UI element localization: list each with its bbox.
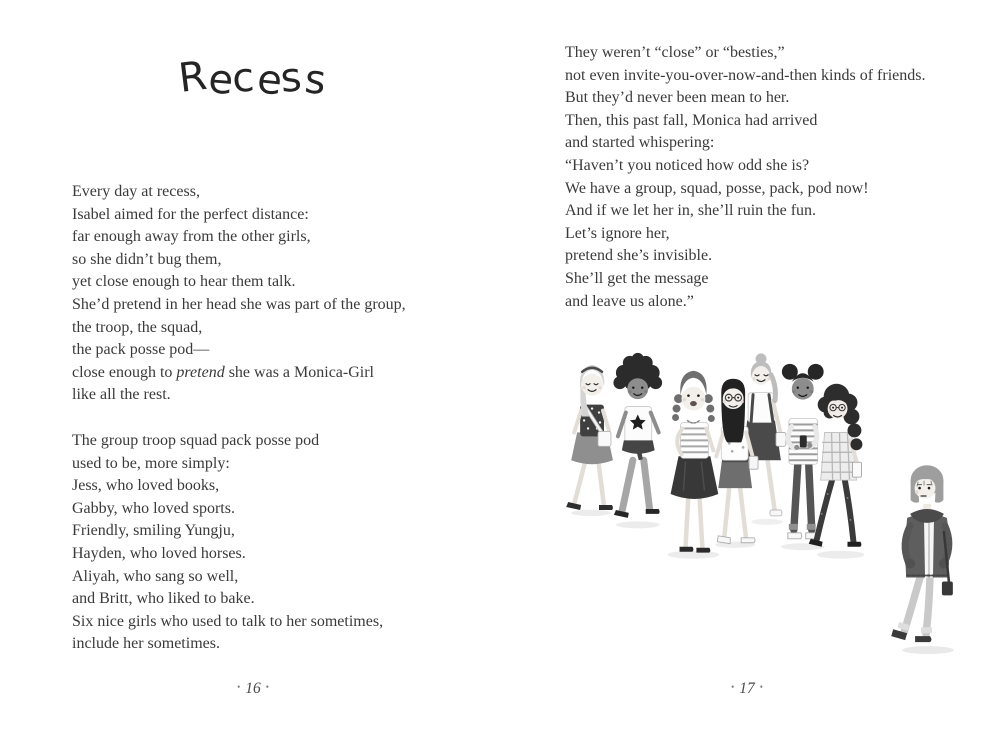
right-page-poem: [565, 42, 995, 313]
poem-line: Every day at recess,: [72, 183, 200, 200]
poem-line: Friendly, smiling Yungju,: [72, 522, 235, 540]
poem-line: Isabel aimed for the perfect distance:: [72, 205, 309, 223]
folio-number: 16: [245, 680, 261, 697]
folio-dot: •: [265, 682, 269, 692]
folio-dot: •: [759, 682, 763, 692]
poem-line: “Haven’t you noticed how odd she is?: [565, 156, 810, 174]
poem-line: far enough away from the other girls,: [72, 228, 311, 246]
poem-line: so she didn’t bug them,: [72, 250, 222, 268]
poem-line: Hayden, who loved horses.: [72, 544, 246, 562]
poem-line: She’d pretend in her head she was part of the group,: [72, 295, 406, 313]
poem-line: and Britt, who liked to bake.: [72, 590, 255, 608]
poem-line: like all the rest.: [72, 386, 171, 404]
poem-stanza: [72, 181, 512, 407]
girl-plaid-shirt: [809, 384, 865, 559]
poem-line: Aliyah, who sang so well,: [72, 567, 239, 585]
poem-line: They weren’t “close” or “besties,”: [565, 44, 785, 61]
page-number-right: [692, 680, 802, 698]
poem-line: But they’d never been mean to her.: [565, 89, 790, 107]
poem-line: include her sometimes.: [72, 635, 220, 653]
poem-line: yet close enough to hear them talk.: [72, 273, 296, 291]
poem-line: the troop, the squad,: [72, 318, 203, 336]
poem-line: not even invite-you-over-now-and-then kinds of friends.: [565, 66, 926, 84]
poem-line: And if we let her in, she’ll ruin the fun.: [565, 202, 817, 220]
folio-dot: •: [237, 682, 241, 692]
group-of-girls-illustration: [545, 337, 985, 665]
chapter-title: [123, 40, 383, 112]
poem-line: used to be, more simply:: [72, 454, 230, 472]
girl-with-headband: [566, 365, 613, 516]
folio-number: 17: [739, 680, 755, 697]
poem-line: close enough to pretend she was a Monica-Girl: [72, 363, 374, 381]
left-page-poem: [72, 181, 512, 656]
folio-dot: •: [731, 682, 735, 692]
poem-stanza: [565, 42, 995, 313]
poem-line: She’ll get the message: [565, 269, 709, 287]
poem-stanza: [72, 430, 512, 656]
girl-striped-tee: [668, 371, 720, 559]
girl-with-curly-afro: [613, 353, 662, 528]
poem-line: Jess, who loved books,: [72, 477, 220, 495]
chapter-title-text: Recess: [176, 52, 330, 105]
poem-line: the pack posse pod—: [72, 341, 210, 359]
poem-line: The group troop squad pack posse pod: [72, 431, 320, 449]
poem-line: Then, this past fall, Monica had arrived: [565, 111, 818, 129]
poem-line: Gabby, who loved sports.: [72, 499, 235, 517]
poem-line: pretend she’s invisible.: [565, 247, 713, 265]
poem-line: and leave us alone.”: [565, 292, 694, 310]
page-number-left: [198, 680, 308, 698]
poem-line: We have a group, squad, posse, pack, pod now!: [565, 179, 869, 197]
poem-line: and started whispering:: [565, 134, 715, 152]
poem-line: Let’s ignore her,: [565, 224, 670, 242]
isolated-girl: [891, 465, 954, 654]
poem-line: Six nice girls who used to talk to her sometimes,: [72, 612, 384, 630]
